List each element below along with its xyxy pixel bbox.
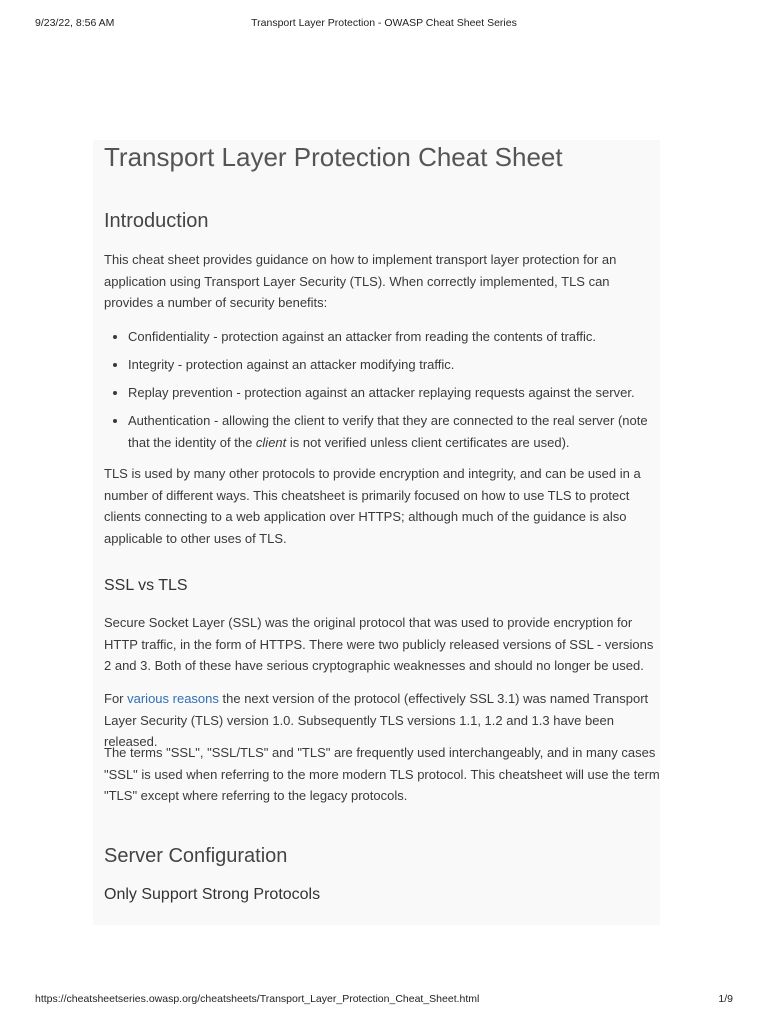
print-date: 9/23/22, 8:56 AM <box>35 17 115 29</box>
ssl-vs-tls-heading: SSL vs TLS <box>104 577 188 594</box>
terminology-paragraph: The terms "SSL", "SSL/TLS" and "TLS" are frequently used interchangeably, and in many cases "SSL" is used when referring to the more modern TLS protocol. This cheatsheet will use the term "TLS" except where referring to the legacy protocols. <box>104 745 660 803</box>
print-header <box>35 17 733 33</box>
auth-item-text: Authentication - allowing the client to verify that they are connected to the real server (note that the identity of the <box>128 413 648 450</box>
introduction-heading: Introduction <box>104 210 209 232</box>
page-title: Transport Layer Protection Cheat Sheet <box>104 142 563 172</box>
print-document-title: Transport Layer Protection - OWASP Cheat Sheet Series <box>251 17 517 29</box>
introduction-paragraph: This cheat sheet provides guidance on how to implement transport layer protection for an application using Transport Layer Security (TLS). When correctly implemented, TLS can provides a number of security benefits: <box>104 252 617 310</box>
security-benefits-list <box>104 326 660 460</box>
strong-protocols-heading: Only Support Strong Protocols <box>104 886 321 903</box>
client-emphasis: client <box>255 434 287 450</box>
page-number: 1/9 <box>718 993 733 1005</box>
auth-item-text-end: is not verified unless client certificates are used). <box>286 434 570 450</box>
print-footer <box>35 993 733 1009</box>
tls-usage-paragraph: TLS is used by many other protocols to provide encryption and integrity, and can be used in a number of different ways. This cheatsheet is primarily focused on how to use TLS to protect clients connecting to a web application over HTTPS; although much of the guidance is also applicable to other uses of TLS. <box>104 466 641 546</box>
print-url: https://cheatsheetseries.owasp.org/cheatsheets/Transport_Layer_Protection_Cheat_Sheet.html <box>35 993 480 1005</box>
list-item <box>128 410 660 453</box>
for-prefix: For <box>104 691 128 706</box>
tls-naming-text: the next version of the protocol (effectively SSL 3.1) was named Transport Layer Security (TLS) version 1.0. Subsequently TLS versions 1.1, 1.2 and 1.3 have been released. <box>104 691 649 749</box>
server-configuration-heading: Server Configuration <box>104 845 288 867</box>
various-reasons-link[interactable]: various reasons <box>127 691 219 706</box>
list-item: Replay prevention - protection against an attacker replaying requests against the server. <box>128 382 660 404</box>
list-item: Confidentiality - protection against an attacker from reading the contents of traffic. <box>128 326 660 348</box>
ssl-history-paragraph: Secure Socket Layer (SSL) was the original protocol that was used to provide encryption for HTTP traffic, in the form of HTTPS. There were two publicly released versions of SSL - versions 2 and 3. Both of these have serious cryptographic weaknesses and should no longer be used. <box>104 615 654 673</box>
list-item: Integrity - protection against an attacker modifying traffic. <box>128 354 660 376</box>
